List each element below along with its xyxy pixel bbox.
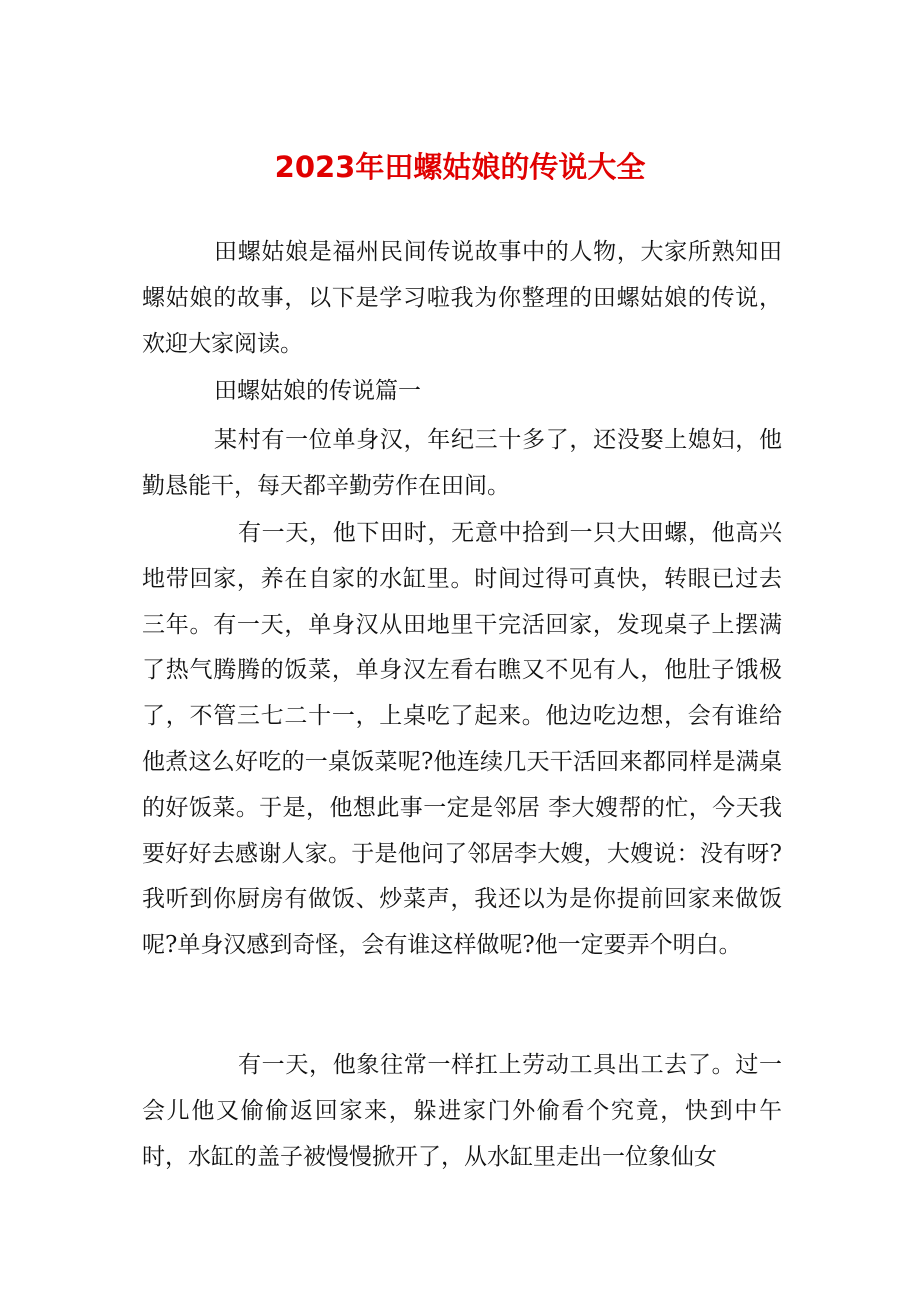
paragraph-bachelor: 某村有一位单身汉，年纪三十多了，还没娶上媳妇，他勤恳能干，每天都辛勤劳作在田间。	[142, 427, 782, 499]
paragraph-intro: 田螺姑娘是福州民间传说故事中的人物，大家所熟知田螺姑娘的故事，以下是学习啦我为你整理的田螺姑娘的传说，欢迎大家阅读。	[142, 239, 782, 357]
section-heading: 田螺姑娘的传说篇一	[214, 378, 421, 404]
paragraph-snail-found: 有一天，他下田时，无意中拾到一只大田螺，他高兴地带回家，养在自家的水缸里。时间过得可真快，转眼已过去三年。有一天，单身汉从田地里干完活回家，发现桌子上摆满了热气腾腾的饭菜，单身汉左看右瞧又不见有人，他肚子饿极了，不管三七二十一，上桌吃了起来。他边吃边想，会有谁给他煮这么好吃的一桌饭菜呢?他连续几天干活回来都同样是满桌的好饭菜。于是，他想此事一定是邻居 李大嫂帮的忙，今天我要好好去感谢人家。于是他问了邻居李大嫂，大嫂说：没有呀?我听到你厨房有做饭、炒菜声，我还以为是你提前回家来做饭呢?单身汉感到奇怪，会有谁这样做呢?他一定要弄个明白。	[142, 520, 782, 959]
document-title: 2023年田螺姑娘的传说大全	[274, 150, 646, 184]
paragraph-spying: 有一天，他象往常一样扛上劳动工具出工去了。过一会儿他又偷偷返回家来，躲进家门外偷看个究竟，快到中午时，水缸的盖子被慢慢掀开了，从水缸里走出一位象仙女	[142, 1052, 782, 1170]
